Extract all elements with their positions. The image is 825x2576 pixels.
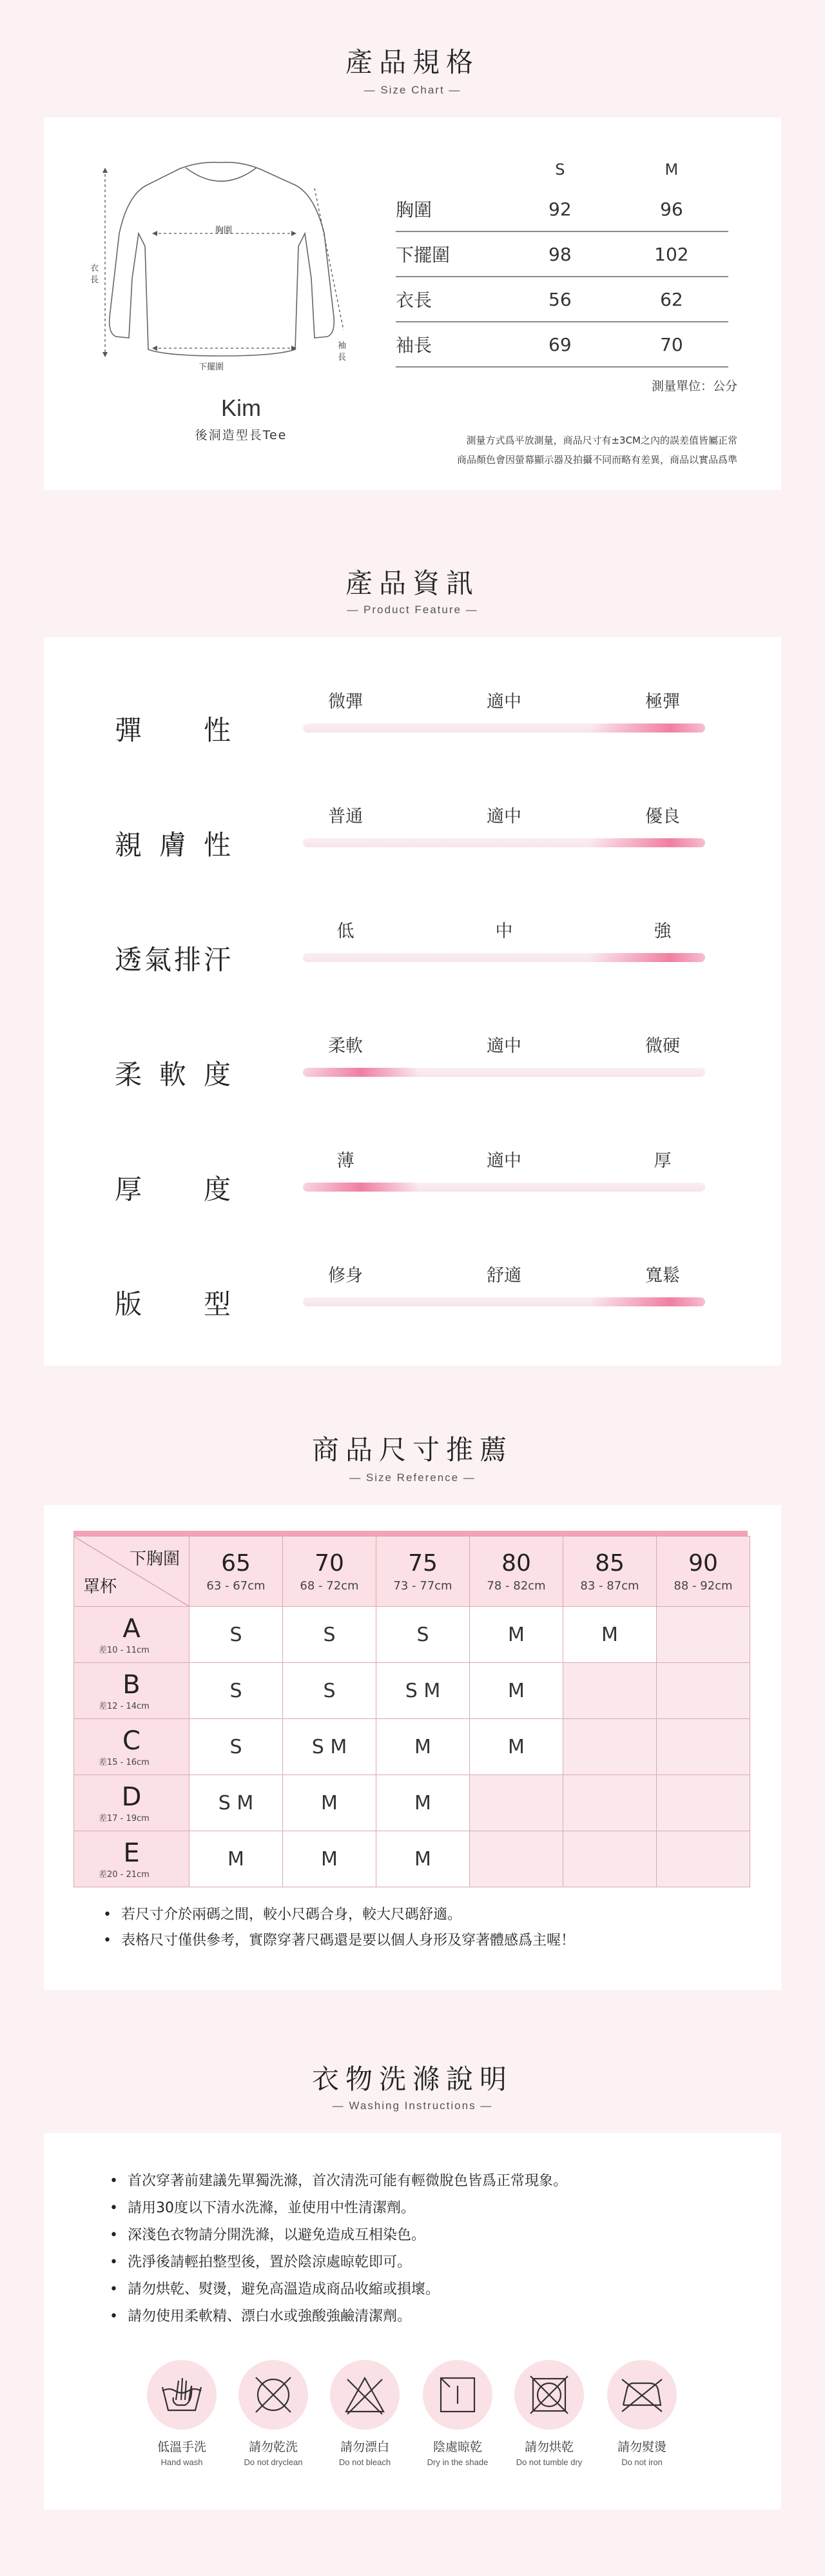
feature-scale-bar bbox=[303, 1068, 705, 1077]
reference-note: • 若尺寸介於兩碼之間，較小尺碼合身，較大尺碼舒適。 bbox=[103, 1902, 575, 1928]
reference-notes bbox=[103, 1902, 575, 1954]
measure-note-1: 測量方式爲平放測量，商品尺寸有±3CM之內的誤差值皆屬正常 bbox=[466, 435, 737, 446]
hand-wash-icon bbox=[159, 2375, 204, 2414]
size-cell: M bbox=[189, 1831, 283, 1887]
feature-option: 適中 bbox=[487, 1036, 521, 1056]
cup-header: C 差15 - 16cm bbox=[74, 1719, 189, 1775]
reference-col: 80 78 - 82cm bbox=[470, 1537, 563, 1607]
hem-label: 下擺圍 bbox=[199, 362, 224, 372]
feature-option: 低 bbox=[336, 921, 354, 941]
feature-option: 修身 bbox=[328, 1266, 363, 1286]
garment-diagram bbox=[102, 156, 353, 401]
care-hand-wash: 低溫手洗 Hand wash bbox=[137, 2360, 227, 2467]
washing-instruction: • 深淺色衣物請分開洗滌，以避免造成互相染色。 bbox=[110, 2222, 567, 2249]
feature-label: 版 型 bbox=[115, 1288, 231, 1320]
reference-col: 70 68 - 72cm bbox=[283, 1537, 376, 1607]
size-cell: S bbox=[189, 1663, 283, 1719]
care-no-dry-clean: 請勿乾洗 Do not dryclean bbox=[228, 2360, 318, 2467]
reference-title: 商品尺寸推薦 bbox=[311, 1434, 513, 1466]
empty-cell bbox=[657, 1831, 750, 1887]
washing-subtitle: — Washing Instructions — bbox=[332, 2099, 493, 2112]
unit-note: 測量單位：公分 bbox=[651, 379, 737, 393]
feature-option: 微硬 bbox=[645, 1036, 680, 1056]
size-table bbox=[396, 152, 728, 368]
no-bleach-icon bbox=[342, 2374, 387, 2415]
cup-header: D 差17 - 19cm bbox=[74, 1775, 189, 1831]
feature-option: 適中 bbox=[487, 1151, 521, 1171]
washing-instruction: • 請用30度以下清水洗滌，並使用中性清潔劑。 bbox=[110, 2195, 567, 2222]
size-cell: M bbox=[470, 1663, 563, 1719]
empty-cell bbox=[563, 1719, 657, 1775]
size-col-s: S bbox=[555, 161, 565, 179]
washing-instructions bbox=[110, 2168, 567, 2330]
feature-option: 舒適 bbox=[487, 1266, 521, 1286]
feature-label: 厚 度 bbox=[115, 1174, 231, 1205]
no-tumble-dry-icon bbox=[528, 2374, 570, 2416]
sleeve-label: 袖長 bbox=[338, 341, 347, 362]
feature-option: 極彈 bbox=[645, 692, 680, 712]
feature-option: 薄 bbox=[336, 1151, 354, 1171]
table-row bbox=[74, 1775, 750, 1831]
washing-instruction: • 請勿烘乾、熨燙，避免高溫造成商品收縮或損壞。 bbox=[110, 2276, 567, 2303]
size-cell: S bbox=[283, 1663, 376, 1719]
reference-note: • 表格尺寸僅供參考，實際穿著尺碼還是要以個人身形及穿著體感爲主喔！ bbox=[103, 1928, 575, 1954]
care-no-bleach: 請勿漂白 Do not bleach bbox=[320, 2360, 410, 2467]
size-cell: S bbox=[189, 1607, 283, 1663]
table-row: 下擺圍 98 102 bbox=[396, 231, 728, 277]
cup-header: E 差20 - 21cm bbox=[74, 1831, 189, 1887]
feature-label: 彈 性 bbox=[115, 714, 231, 746]
feature-scale-bar bbox=[303, 1297, 705, 1306]
no-dry-clean-icon bbox=[251, 2372, 296, 2417]
feature-option: 強 bbox=[654, 921, 672, 941]
no-iron-icon bbox=[618, 2375, 666, 2414]
reference-col: 85 83 - 87cm bbox=[563, 1537, 657, 1607]
reference-subtitle: — Size Reference — bbox=[349, 1471, 476, 1484]
chest-label: 胸圍 bbox=[215, 226, 233, 235]
size-chart-title: 產品規格 bbox=[345, 46, 480, 78]
size-cell: M bbox=[470, 1607, 563, 1663]
table-row bbox=[74, 1719, 750, 1775]
size-cell: M bbox=[376, 1831, 470, 1887]
feature-option: 優良 bbox=[645, 807, 680, 827]
feature-level-indicator bbox=[589, 838, 705, 847]
feature-label: 柔軟度 bbox=[115, 1059, 231, 1090]
size-cell: S bbox=[376, 1607, 470, 1663]
size-cell: M bbox=[470, 1719, 563, 1775]
measure-note-2: 商品顏色會因螢幕顯示器及拍攝不同而略有差異，商品以實品爲準 bbox=[456, 454, 737, 466]
size-cell: M bbox=[283, 1831, 376, 1887]
size-cell: S M bbox=[376, 1663, 470, 1719]
feature-level-indicator bbox=[589, 1297, 705, 1306]
feature-option: 寬鬆 bbox=[645, 1266, 680, 1286]
feature-title: 產品資訊 bbox=[345, 567, 480, 599]
product-name: Kim bbox=[221, 395, 261, 421]
table-row: 袖長 69 70 bbox=[396, 322, 728, 367]
feature-scale-bar bbox=[303, 838, 705, 847]
care-no-tumble-dry: 請勿烘乾 Do not tumble dry bbox=[504, 2360, 594, 2467]
feature-level-indicator bbox=[589, 723, 705, 732]
washing-instruction: • 洗淨後請輕拍整型後，置於陰涼處晾乾即可。 bbox=[110, 2249, 567, 2276]
dry-in-shade-icon bbox=[437, 2374, 478, 2415]
table-row: 衣長 56 62 bbox=[396, 277, 728, 322]
cup-header: B 差12 - 14cm bbox=[74, 1663, 189, 1719]
care-no-iron: 請勿熨燙 Do not iron bbox=[597, 2360, 687, 2467]
feature-label: 透氣排汗 bbox=[115, 944, 231, 976]
table-row bbox=[74, 1663, 750, 1719]
size-cell: S bbox=[189, 1719, 283, 1775]
feature-level-indicator bbox=[589, 953, 705, 962]
washing-instruction: • 首次穿著前建議先單獨洗滌，首次清洗可能有輕微脫色皆爲正常現象。 bbox=[110, 2168, 567, 2195]
feature-scale-bar bbox=[303, 723, 705, 732]
feature-option: 普通 bbox=[328, 807, 363, 827]
empty-cell bbox=[657, 1719, 750, 1775]
size-col-m: M bbox=[665, 161, 679, 179]
feature-level-indicator bbox=[303, 1068, 419, 1077]
feature-option: 中 bbox=[495, 921, 513, 941]
empty-cell bbox=[657, 1775, 750, 1831]
empty-cell bbox=[470, 1831, 563, 1887]
feature-level-indicator bbox=[303, 1183, 419, 1192]
feature-option: 微彈 bbox=[328, 692, 363, 712]
empty-cell bbox=[470, 1775, 563, 1831]
size-cell: S bbox=[283, 1607, 376, 1663]
feature-option: 適中 bbox=[487, 692, 521, 712]
size-cell: M bbox=[283, 1775, 376, 1831]
washing-title: 衣物洗滌說明 bbox=[311, 2063, 513, 2095]
reference-col: 90 88 - 92cm bbox=[657, 1537, 750, 1607]
size-cell: S M bbox=[189, 1775, 283, 1831]
empty-cell bbox=[563, 1663, 657, 1719]
feature-option: 柔軟 bbox=[328, 1036, 363, 1056]
cup-header: A 差10 - 11cm bbox=[74, 1607, 189, 1663]
table-row: 胸圍 92 96 bbox=[396, 187, 728, 231]
size-cell: M bbox=[376, 1719, 470, 1775]
feature-scale-bar bbox=[303, 953, 705, 962]
feature-scale-bar bbox=[303, 1183, 705, 1192]
length-label: 衣長 bbox=[90, 264, 99, 285]
empty-cell bbox=[563, 1831, 657, 1887]
feature-label: 親膚性 bbox=[115, 829, 231, 861]
table-row bbox=[74, 1831, 750, 1887]
reference-col: 65 63 - 67cm bbox=[189, 1537, 283, 1607]
feature-option: 適中 bbox=[487, 807, 521, 827]
reference-col: 75 73 - 77cm bbox=[376, 1537, 470, 1607]
table-row bbox=[74, 1607, 750, 1663]
size-cell: M bbox=[563, 1607, 657, 1663]
empty-cell bbox=[657, 1607, 750, 1663]
size-chart-subtitle: — Size Chart — bbox=[364, 84, 461, 96]
empty-cell bbox=[657, 1663, 750, 1719]
size-chart-card bbox=[44, 117, 781, 490]
reference-table bbox=[73, 1536, 750, 1887]
product-desc: 後洞造型長Tee bbox=[195, 428, 287, 442]
size-cell: M bbox=[376, 1775, 470, 1831]
size-cell: S M bbox=[283, 1719, 376, 1775]
washing-instruction: • 請勿使用柔軟精、漂白水或強酸強鹼清潔劑。 bbox=[110, 2303, 567, 2330]
feature-subtitle: — Product Feature — bbox=[347, 604, 478, 616]
care-dry-in-shade: 陰處晾乾 Dry in the shade bbox=[412, 2360, 503, 2467]
reference-corner: 下胸圍 罩杯 bbox=[74, 1537, 189, 1607]
empty-cell bbox=[563, 1775, 657, 1831]
feature-option: 厚 bbox=[654, 1151, 672, 1171]
